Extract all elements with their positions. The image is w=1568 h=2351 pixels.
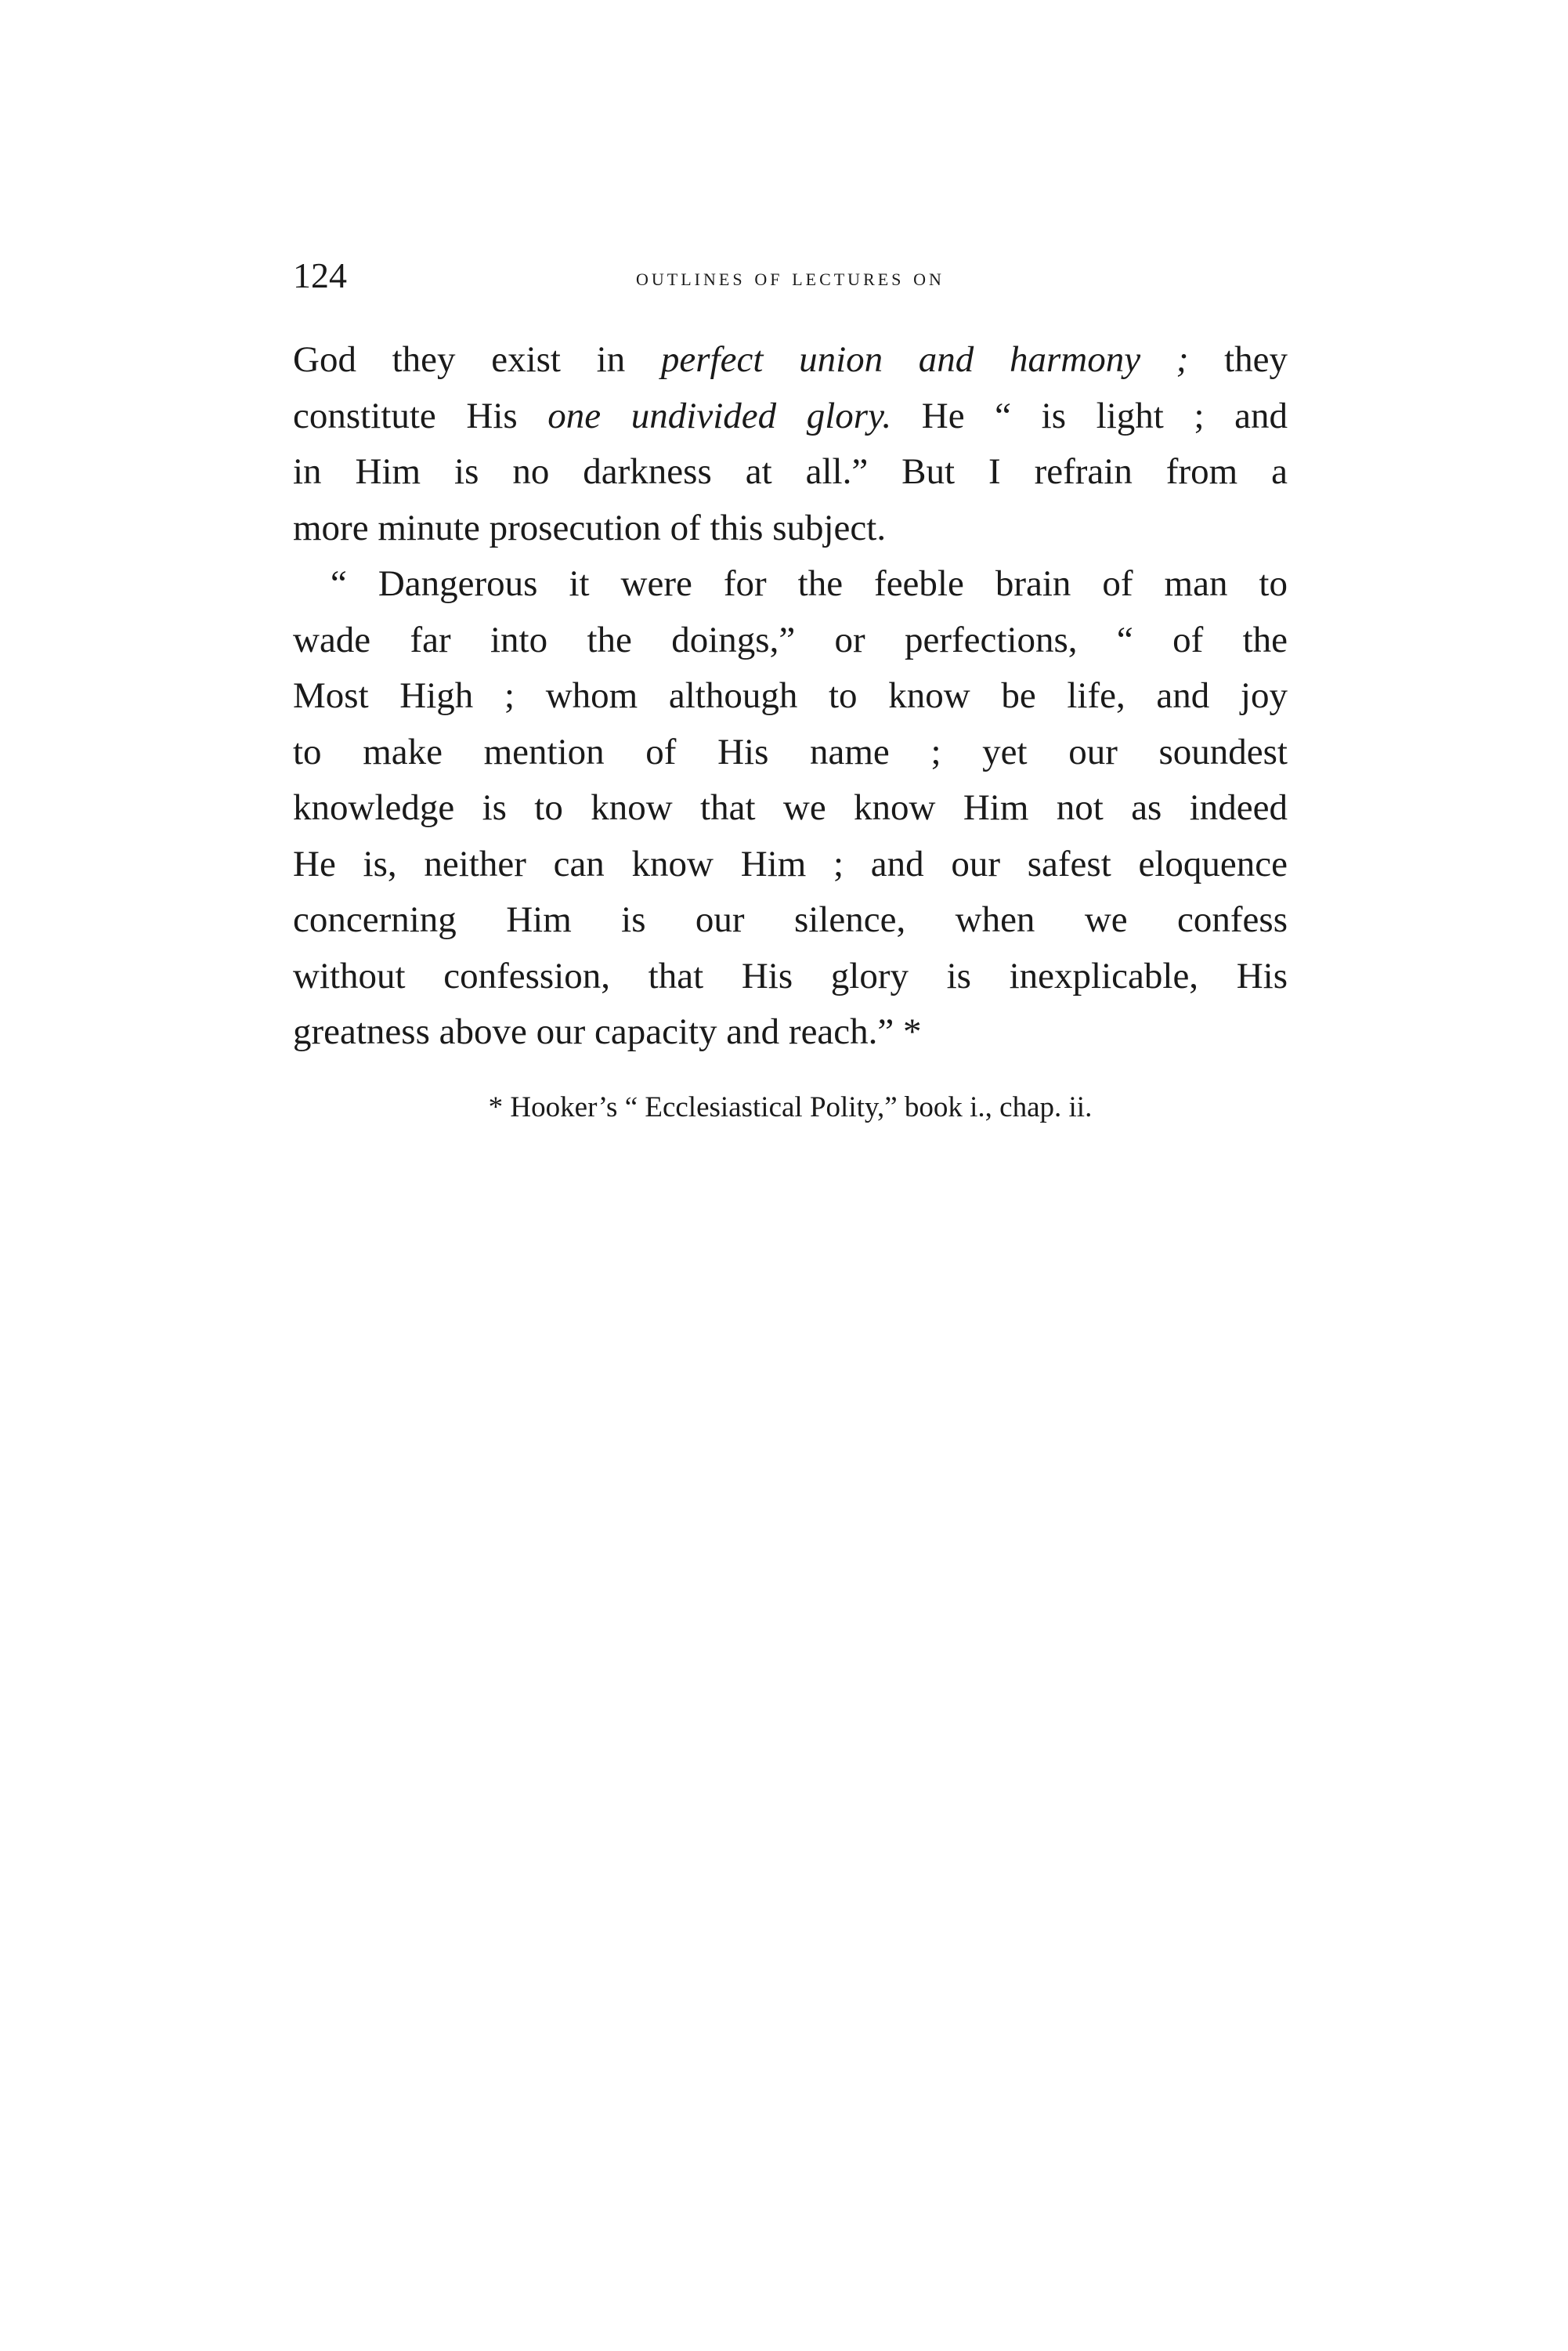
italic-text: perfect union and harmony ;	[660, 339, 1189, 380]
body-text	[293, 332, 1288, 1061]
text-run: constitute His	[293, 395, 548, 436]
text-line: knowledge is to know that we know Him not as indeed	[293, 787, 1288, 828]
text-line: Most High ; whom although to know be life, and joy	[293, 675, 1288, 716]
text-line: He is, neither can know Him ; and our safest eloquence	[293, 843, 1288, 884]
text-line: wade far into the doings,” or perfections, “ of the	[293, 619, 1288, 660]
page-number: 124	[293, 255, 347, 295]
text-run: He “ is light ; and	[891, 395, 1288, 436]
footnote: * Hooker’s “ Ecclesiastical Polity,” book i., chap. ii.	[488, 1091, 1093, 1123]
text-line: more minute prosecution of this subject.	[293, 507, 887, 548]
text-run: God they exist in	[293, 339, 661, 380]
italic-text: one undivided glory.	[547, 395, 892, 436]
running-head: outlines of lectures on	[636, 263, 945, 291]
text-line: to make mention of His name ; yet our soundest	[293, 731, 1288, 772]
text-line	[293, 389, 1288, 445]
text-line: without confession, that His glory is inexplicable, His	[293, 955, 1288, 996]
text-line: concerning Him is our silence, when we confess	[293, 899, 1288, 940]
text-line	[293, 332, 1288, 389]
text-line: in Him is no darkness at all.” But I refrain from a	[293, 451, 1288, 492]
page-header	[293, 252, 1288, 299]
text-line: greatness above our capacity and reach.” *	[293, 1011, 922, 1052]
text-line: “ Dangerous it were for the feeble brain of man to	[331, 563, 1288, 604]
text-run: they	[1188, 339, 1288, 380]
